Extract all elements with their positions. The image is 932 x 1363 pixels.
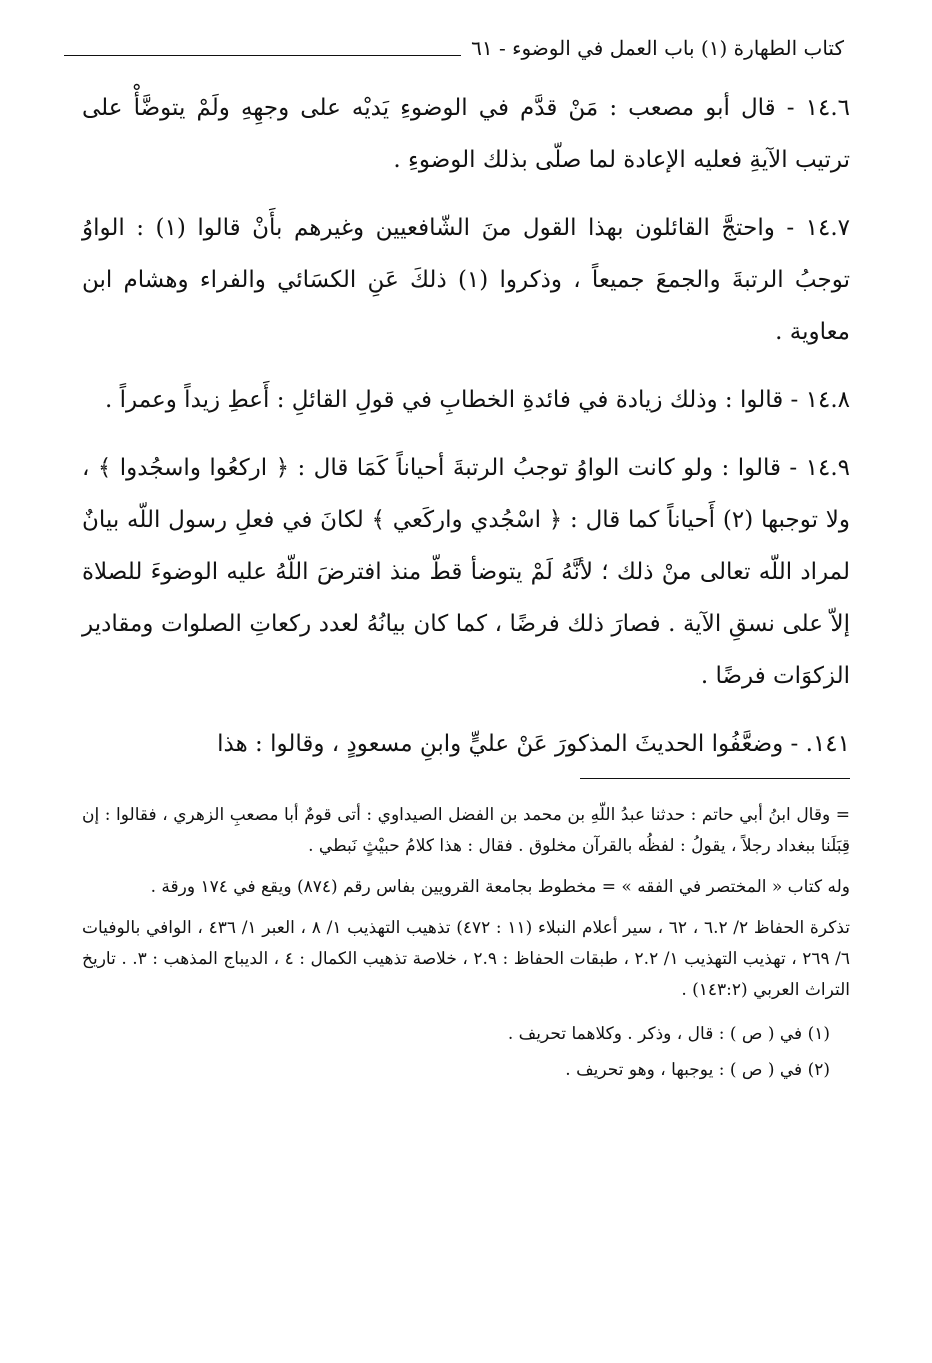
note-manuscript: وله كتاب « المختصر في الفقه » = مخطوط بجامعة القرويين بفاس رقم (٨٧٤) ويقع في ١٧٤ ورقة . (150, 877, 850, 897)
footnote-2: (٢) في ( ص ) : يوجبها ، وهو تحريف . (565, 1060, 830, 1080)
running-header (64, 28, 844, 68)
footnote-1: (١) في ( ص ) : قال ، وذكر . وكلاهما تحريف . (507, 1024, 830, 1044)
main-text (82, 82, 850, 786)
paragraph-1407: ١٤.٧ - واحتجَّ القائلون بهذا القول منَ الشّافعيين وغيرهم بأَنْ قالوا (١) : الواوُ توجبُ الرتبةَ والجمعَ جميعاً ، وذكروا (١) ذلكَ عَنِ الكسَائي والفراء وهشام ابن معاوية . (82, 215, 850, 345)
header-title: كتاب الطهارة (١) باب العمل في الوضوء - ٦١ (471, 36, 844, 60)
paragraph-1408: ١٤.٨ - قالوا : وذلك زيادة في فائدةِ الخطابِ في قولِ القائلِ : أَعطِ زيداً وعمراً . (105, 387, 850, 413)
note-sources: تذكرة الحفاظ ٢/ ٦.٢ ، ٦٢ ، سير أعلام النبلاء (١١ : ٤٧٢) تذهيب التهذيب ١/ ٨ ، العبر ١/ ٤٣٦ ، الوافي بالوفيات ٦/ ٢٦٩ ، تهذيب التهذيب ١/ ٢.٢ ، طبقات الحفاظ : ٢.٩ ، خلاصة تذهيب الكمال : ٤ ، الديباج المذهب : ٣. . تاريخ التراث العربي (١٤٣:٢) . (82, 918, 850, 1000)
footnote-divider (580, 778, 850, 779)
header-rule (64, 55, 461, 56)
note-continuation: = وقال ابنُ أبي حاتم : حدثنا عبدُ اللّهِ بن محمد بن الفضل الصيداوي : أتى قومٌ أبا مصعبِ الزهري ، فقالوا : إن قِبَلَنا ببغداد رجلاً ، يقولُ : لفظُه بالقرآن مخلوق . فقال : هذا كلامُ حبيْثٍ نَبطي . (82, 805, 850, 856)
paragraph-1410: ١٤١. - وضعَّفُوا الحديثَ المذكورَ عَنْ عليٍّ وابنِ مسعودٍ ، وقالوا : هذا (217, 731, 850, 757)
footnotes-section (82, 800, 850, 1088)
paragraph-1406: ١٤.٦ - قال أبو مصعب : مَنْ قدَّم في الوضوءِ يَديْه على وجهِهِ ولَمْ يتوضَّأْ على ترتيب الآيةِ فعليه الإعادة لما صلّى بذلك الوضوءِ . (82, 95, 850, 173)
paragraph-1409: ١٤.٩ - قالوا : ولو كانت الواوُ توجبُ الرتبةَ أحياناً كَمَا قال : ﴿ اركعُوا واسجُدوا ﴾ ، ولا توجبها (٢) أَحياناً كما قال : ﴿ اسْجُدي واركَعي ﴾ لكانَ في فعلِ رسول اللّه بيانٌ لمراد اللّه تعالى منْ ذلك ؛ لأنَّهُ لَمْ يتوضأ قطّ منذ افترضَ اللّهُ عليه الوضوءَ للصلاة إلاّ على نسقِ الآية . فصارَ ذلك فرضًا ، كما كان بيانُهُ لعدد ركعاتِ الصلوات ومقادير الزكوَات فرضًا . (82, 455, 851, 689)
